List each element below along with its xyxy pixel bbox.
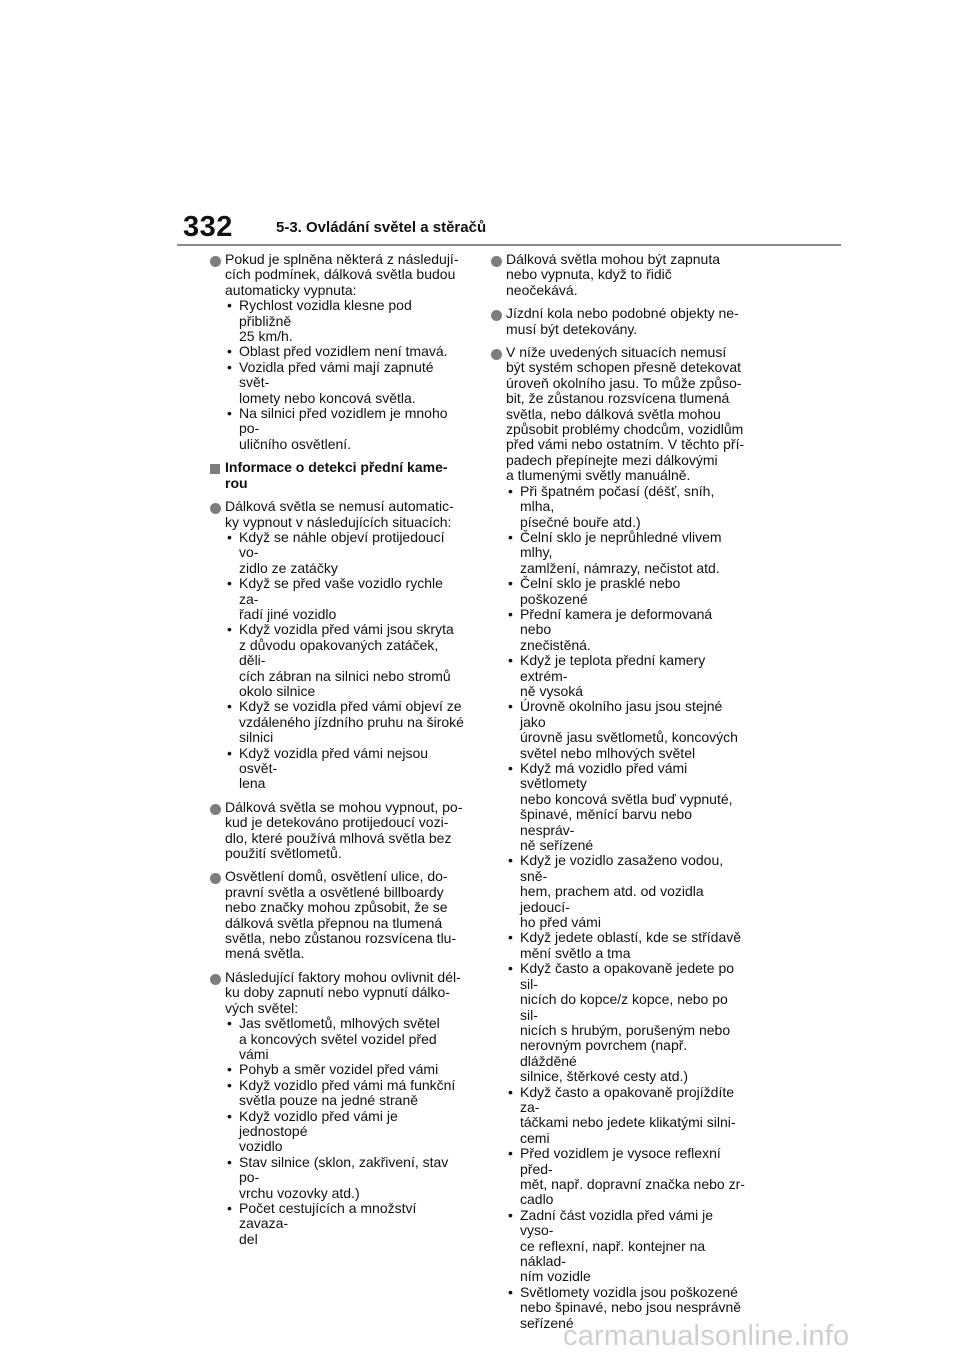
paragraph: Osvětlení domů, osvětlení ulice, do- pravní světla a osvětlené billboardy nebo značky mohou způsobit, že se dálková světla přepnou na tlumená světla, nebo zůstanou rozsvícena tlu- mená světla. (225, 868, 457, 962)
list-item: • Když často a opakovaně jedete po sil- nicích do kopce/z kopce, nebo po sil- nicích s hrubým, porušeným nebo nerovným povrchem (např. dlážděné silnice, štěrkové cesty atd.) (506, 961, 747, 1084)
circle-bullet-icon (210, 256, 221, 267)
paragraph: Dálková světla se mohou vypnout, po- kud je detekováno protijedoucí vozi- dlo, které používá mlhová světla bez použití světlometů. (225, 798, 463, 862)
list-item: • Když vozidla před vámi jsou skryta z důvodu opakovaných zatáček, děli- cích zábran na silnici nebo stromů okolo silnice (225, 622, 466, 699)
list-item: • Čelní sklo je prasklé nebo poškozené (506, 576, 747, 607)
paragraph: Jízdní kola nebo podobné objekty ne- musí být detekovány. (506, 305, 739, 337)
list-item: • Na silnici před vozidlem je mnoho po- uličního osvětlení. (225, 406, 466, 452)
paragraph: Následující faktory mohou ovlivnit dél- ku doby zapnutí nebo vypnutí dálko- vých světel: (225, 968, 461, 1016)
circle-bullet-icon (210, 503, 221, 514)
list-item: • Úrovně okolního jasu jsou stejné jako úrovně jasu světlometů, koncových světel nebo mlhových světel (506, 699, 747, 761)
list-item: • Když vozidla před vámi nejsou osvět- lena (225, 746, 466, 792)
watermark: carmanualsonline.info (563, 1320, 850, 1352)
paragraph: Pokud je splněna některá z následují- cích podmínek, dálková světla budou automaticky vypnuta: (225, 251, 459, 298)
list-item: • Při špatném počasí (déšť, sníh, mlha, písečné bouře atd.) (506, 484, 747, 530)
list-item: • Když se vozidla před vámi objeví ze vzdáleného jízdního pruhu na široké silnici (225, 699, 466, 745)
list-item: • Pohyb a směr vozidel před vámi (225, 1062, 466, 1077)
circle-bullet-icon (210, 804, 221, 815)
left-column (210, 252, 466, 1255)
square-bullet-icon (210, 464, 220, 474)
list-item: • Když má vozidlo před vámi světlomety nebo koncová světla buď vypnuté, špinavé, měnící barvu nebo nespráv- ně seřízené (506, 761, 747, 853)
circle-bullet-icon (210, 974, 221, 985)
brightness-detection-block (491, 345, 747, 1331)
list-item: • Jas světlometů, mlhových světel a koncových světel vozidel před vámi (225, 1016, 466, 1062)
page-number: 332 (183, 211, 233, 243)
list-item: • Když se před vaše vozidlo rychle za- řadí jiné vozidlo (225, 576, 466, 622)
list-item: • Rychlost vozidla klesne pod přibližně 25 km/h. (225, 298, 466, 344)
subsection-heading: Informace o detekci přední kame- rou (225, 459, 448, 491)
timing-factors-block (210, 970, 466, 1247)
list-item: • Počet cestujících a množství zavaza- del (225, 1201, 466, 1247)
circle-bullet-icon (491, 349, 502, 360)
list-item: • Čelní sklo je neprůhledné vlivem mlhy, zamlžení, námrazy, nečistot atd. (506, 530, 747, 576)
list-item: • Oblast před vozidlem není tmavá. (225, 344, 466, 359)
paragraph: Dálková světla se nemusí automatic- ky vypnout v následujících situacích: (225, 498, 454, 530)
circle-bullet-icon (210, 873, 221, 884)
paragraph: Dálková světla mohou být zapnuta nebo vypnuta, když to řidič neočekává. (506, 251, 721, 298)
circle-bullet-icon (491, 256, 502, 267)
list-item: • Když vozidlo před vámi má funkční světla pouze na jedné straně (225, 1078, 466, 1109)
unexpected-switching-block (491, 252, 747, 298)
auto-off-conditions-block (210, 252, 466, 452)
may-not-switch-off-block (210, 499, 466, 792)
list-item: • Když jedete oblastí, kde se střídavě mění světlo a tma (506, 930, 747, 961)
street-lighting-block (210, 869, 466, 961)
right-column (491, 252, 747, 1339)
circle-bullet-icon (491, 310, 502, 321)
list-item: • Přední kamera je deformovaná nebo znečistěná. (506, 607, 747, 653)
list-item: • Když je vozidlo zasaženo vodou, sně- hem, prachem atd. od vozidla jedoucí- ho před vámi (506, 853, 747, 930)
list-item: • Když často a opakovaně projíždíte za- táčkami nebo jedete klikatými silni- cemi (506, 1085, 747, 1147)
camera-detection-heading (210, 460, 466, 491)
list-item: • Před vozidlem je vysoce reflexní před- mět, např. dopravní značka nebo zr- cadlo (506, 1146, 747, 1208)
list-item: • Vozidla před vámi mají zapnuté svět- lomety nebo koncová světla. (225, 360, 466, 406)
list-item: • Když vozidlo před vámi je jednostopé vozidlo (225, 1109, 466, 1155)
list-item: • Když je teplota přední kamery extrém- ně vysoká (506, 653, 747, 699)
fog-light-vehicle-block (210, 800, 466, 862)
bicycles-block (491, 306, 747, 337)
list-item: • Zadní část vozidla před vámi je vyso- ce reflexní, např. kontejner na náklad- ním vozidle (506, 1208, 747, 1285)
header-divider (177, 244, 841, 246)
list-item: • Když se náhle objeví protijedoucí vo- zidlo ze zatáčky (225, 530, 466, 576)
list-item: • Světlomety vozidla jsou poškozené nebo špinavé, nebo jsou nesprávně seřízené (506, 1285, 747, 1331)
paragraph: V níže uvedených situacích nemusí být systém schopen přesně detekovat úroveň okolního jasu. To může způso- bit, že zůstanou rozsvícena tlumená světla, nebo dálková světla mohou způsobit problémy chodcům, vozidlům před vámi nebo ostatním. V těchto pří- padech přepínejte mezi dálkovými a tlumenými světly manuálně. (506, 344, 745, 484)
section-title: 5-3. Ovládání světel a stěračů (276, 219, 487, 236)
list-item: • Stav silnice (sklon, zakřivení, stav po- vrchu vozovky atd.) (225, 1155, 466, 1201)
